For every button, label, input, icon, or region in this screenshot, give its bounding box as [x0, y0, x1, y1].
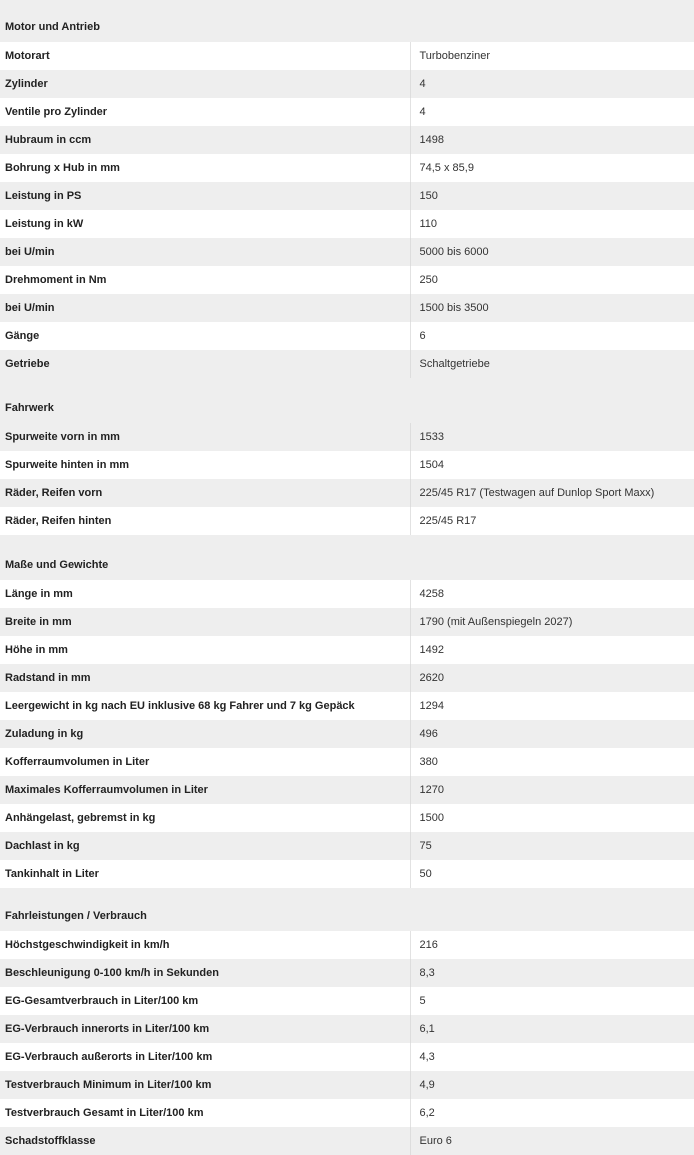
table-row [0, 423, 694, 451]
spec-value: 150 [410, 182, 694, 210]
table-row [0, 182, 694, 210]
table-row [0, 636, 694, 664]
spec-label: Getriebe [0, 350, 410, 378]
spec-label: Hubraum in ccm [0, 126, 410, 154]
spec-label: Räder, Reifen vorn [0, 479, 410, 507]
spec-value: 5 [410, 987, 694, 1015]
table-row [0, 322, 694, 350]
spec-label: Zylinder [0, 70, 410, 98]
table-row [0, 804, 694, 832]
table-row [0, 664, 694, 692]
table-row [0, 692, 694, 720]
table-row [0, 294, 694, 322]
spec-label: Länge in mm [0, 580, 410, 608]
table-row [0, 210, 694, 238]
spec-value: 74,5 x 85,9 [410, 154, 694, 182]
spec-label: Leistung in PS [0, 182, 410, 210]
spec-label: Leergewicht in kg nach EU inklusive 68 kg Fahrer und 7 kg Gepäck [0, 692, 410, 720]
section-header [0, 888, 694, 931]
spec-label: Testverbrauch Gesamt in Liter/100 km [0, 1099, 410, 1127]
spec-value: 250 [410, 266, 694, 294]
spec-value: 4 [410, 70, 694, 98]
spec-value: 110 [410, 210, 694, 238]
table-row [0, 98, 694, 126]
spec-value: 5000 bis 6000 [410, 238, 694, 266]
spec-value: 1492 [410, 636, 694, 664]
spec-value: 225/45 R17 (Testwagen auf Dunlop Sport Maxx) [410, 479, 694, 507]
spec-value: 216 [410, 931, 694, 959]
table-row [0, 154, 694, 182]
table-row [0, 42, 694, 70]
section-title: Fahrleistungen / Verbrauch [0, 888, 694, 931]
table-row [0, 70, 694, 98]
table-row [0, 266, 694, 294]
spec-value: 1500 bis 3500 [410, 294, 694, 322]
table-row [0, 580, 694, 608]
spec-label: Zuladung in kg [0, 720, 410, 748]
spec-label: Höchstgeschwindigkeit in km/h [0, 931, 410, 959]
spec-label: Testverbrauch Minimum in Liter/100 km [0, 1071, 410, 1099]
table-row [0, 987, 694, 1015]
spec-label: Räder, Reifen hinten [0, 507, 410, 535]
spec-value: 4258 [410, 580, 694, 608]
spec-value: 1504 [410, 451, 694, 479]
spec-label: Schadstoffklasse [0, 1127, 410, 1155]
table-row [0, 1099, 694, 1127]
table-row [0, 720, 694, 748]
spec-label: EG-Verbrauch außerorts in Liter/100 km [0, 1043, 410, 1071]
section-title: Motor und Antrieb [0, 0, 694, 42]
table-row [0, 832, 694, 860]
spec-label: Gänge [0, 322, 410, 350]
spec-label: Anhängelast, gebremst in kg [0, 804, 410, 832]
spec-value: 6,2 [410, 1099, 694, 1127]
section-title: Maße und Gewichte [0, 535, 694, 580]
section-title: Fahrwerk [0, 378, 694, 423]
table-row [0, 931, 694, 959]
spec-value: 1790 (mit Außenspiegeln 2027) [410, 608, 694, 636]
table-row [0, 479, 694, 507]
spec-value: Euro 6 [410, 1127, 694, 1155]
spec-label: Maximales Kofferraumvolumen in Liter [0, 776, 410, 804]
spec-label: Spurweite vorn in mm [0, 423, 410, 451]
table-row [0, 959, 694, 987]
spec-value: 4,3 [410, 1043, 694, 1071]
spec-label: Radstand in mm [0, 664, 410, 692]
section-header [0, 378, 694, 423]
spec-label: EG-Gesamtverbrauch in Liter/100 km [0, 987, 410, 1015]
spec-value: Turbobenziner [410, 42, 694, 70]
table-row [0, 451, 694, 479]
table-row [0, 1015, 694, 1043]
spec-label: Drehmoment in Nm [0, 266, 410, 294]
spec-label: Bohrung x Hub in mm [0, 154, 410, 182]
spec-value: 4 [410, 98, 694, 126]
table-row [0, 608, 694, 636]
spec-label: Breite in mm [0, 608, 410, 636]
table-row [0, 126, 694, 154]
table-row [0, 860, 694, 888]
spec-value: 50 [410, 860, 694, 888]
spec-label: bei U/min [0, 294, 410, 322]
section-header [0, 535, 694, 580]
spec-value: 75 [410, 832, 694, 860]
spec-label: Tankinhalt in Liter [0, 860, 410, 888]
table-row [0, 776, 694, 804]
spec-label: Ventile pro Zylinder [0, 98, 410, 126]
spec-label: bei U/min [0, 238, 410, 266]
spec-value: 496 [410, 720, 694, 748]
section-header [0, 0, 694, 42]
table-row [0, 238, 694, 266]
spec-value: 6,1 [410, 1015, 694, 1043]
table-row [0, 1043, 694, 1071]
spec-value: 8,3 [410, 959, 694, 987]
spec-value: 2620 [410, 664, 694, 692]
spec-label: Höhe in mm [0, 636, 410, 664]
spec-label: Motorart [0, 42, 410, 70]
spec-value: Schaltgetriebe [410, 350, 694, 378]
spec-value: 1498 [410, 126, 694, 154]
spec-value: 1270 [410, 776, 694, 804]
spec-label: Leistung in kW [0, 210, 410, 238]
spec-label: Spurweite hinten in mm [0, 451, 410, 479]
spec-value: 380 [410, 748, 694, 776]
table-row [0, 1071, 694, 1099]
spec-value: 6 [410, 322, 694, 350]
spec-label: EG-Verbrauch innerorts in Liter/100 km [0, 1015, 410, 1043]
spec-label: Beschleunigung 0-100 km/h in Sekunden [0, 959, 410, 987]
table-row [0, 1127, 694, 1155]
table-row [0, 748, 694, 776]
spec-value: 4,9 [410, 1071, 694, 1099]
spec-value: 1500 [410, 804, 694, 832]
table-row [0, 507, 694, 535]
spec-value: 1533 [410, 423, 694, 451]
spec-label: Dachlast in kg [0, 832, 410, 860]
table-row [0, 350, 694, 378]
spec-value: 225/45 R17 [410, 507, 694, 535]
spec-label: Kofferraumvolumen in Liter [0, 748, 410, 776]
spec-value: 1294 [410, 692, 694, 720]
